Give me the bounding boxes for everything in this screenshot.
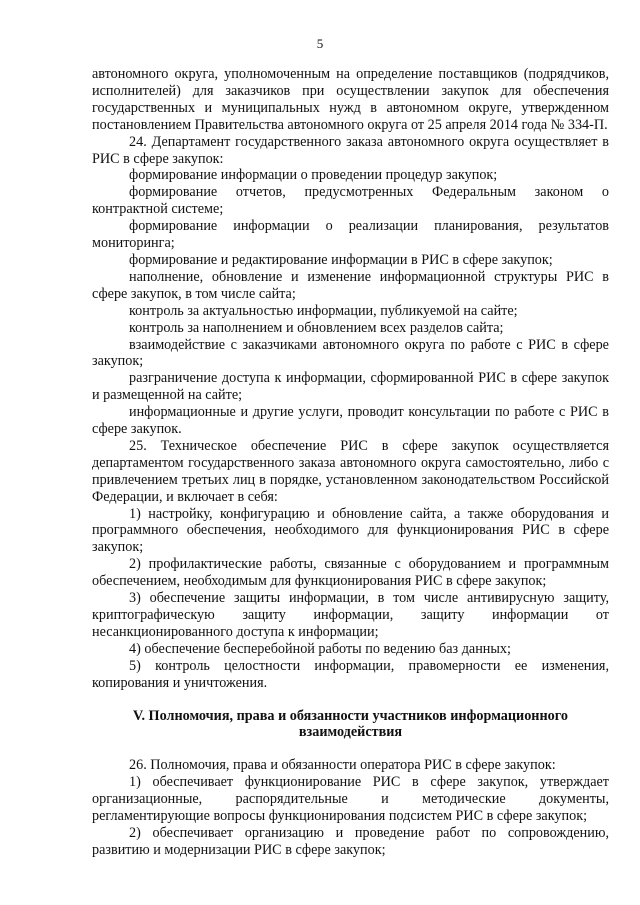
paragraph: 24. Департамент государственного заказа автономного округа осуществляет в РИС в сфере закупок: [92, 133, 609, 167]
list-item: 2) обеспечивает организацию и проведение работ по сопровождению, развитию и модернизации РИС в сфере закупок; [92, 824, 609, 858]
list-item: 2) профилактические работы, связанные с оборудованием и программным обеспечением, необходимым для функционирования РИС в сфере закупок; [92, 556, 609, 590]
list-item: разграничение доступа к информации, сформированной РИС в сфере закупок и размещенной на сайте; [92, 370, 609, 404]
list-item: 4) обеспечение бесперебойной работы по ведению баз данных; [129, 640, 511, 657]
list-item: контроль за актуальностью информации, публикуемой на сайте; [129, 302, 518, 319]
paragraph: 25. Техническое обеспечение РИС в сфере закупок осуществляется департаментом государственного заказа автономного округа самостоятельно, либо с привлечением третьих лиц в порядке, установленном законодательством Российской Федерации, и включает в себя: [92, 437, 609, 505]
list-item: контроль за наполнением и обновлением всех разделов сайта; [129, 319, 504, 336]
list-item: формирование информации о реализации планирования, результатов мониторинга; [92, 218, 609, 252]
list-item: 5) контроль целостности информации, правомерности ее изменения, копирования и уничтожения. [92, 657, 609, 691]
list-item: взаимодействие с заказчиками автономного округа по работе с РИС в сфере закупок; [92, 336, 609, 370]
list-item: 1) настройку, конфигурацию и обновление сайта, а также оборудования и программного обеспечения, необходимого для функционирования РИС в сфере закупок; [92, 505, 609, 556]
list-item: формирование и редактирование информации в РИС в сфере закупок; [129, 251, 553, 268]
list-item: 3) обеспечение защиты информации, в том числе антивирусную защиту, криптографическую защиту информации, защиту информации от несанкционированного доступа к информации; [92, 590, 609, 640]
document-body [92, 66, 609, 859]
list-item: формирование информации о проведении процедур закупок; [129, 167, 498, 184]
section-heading: V. Полномочия, права и обязанности участников информационного взаимодействия [133, 707, 568, 741]
list-item: наполнение, обновление и изменение информационной структуры РИС в сфере закупок, в том числе сайта; [92, 268, 609, 302]
list-item: формирование отчетов, предусмотренных Федеральным законом о контрактной системе; [92, 184, 609, 218]
paragraph: 26. Полномочия, права и обязанности оператора РИС в сфере закупок: [129, 757, 556, 774]
list-item: информационные и другие услуги, проводит консультации по работе с РИС в сфере закупок. [92, 404, 609, 438]
paragraph: автономного округа, уполномоченным на определение поставщиков (подрядчиков, исполнителей) для заказчиков при осуществлении закупок для обеспечения государственных и муниципальных нужд в автономном округе, утвержденном постановлением Правительства автономного округа от 25 апреля 2014 года № 334-П. [92, 66, 609, 133]
page-number: 5 [316, 36, 324, 51]
list-item: 1) обеспечивает функционирование РИС в сфере закупок, утверждает организационные, распорядительные и методические документы, регламентирующие вопросы функционирования подсистем РИС в сфере закупок; [92, 774, 609, 825]
